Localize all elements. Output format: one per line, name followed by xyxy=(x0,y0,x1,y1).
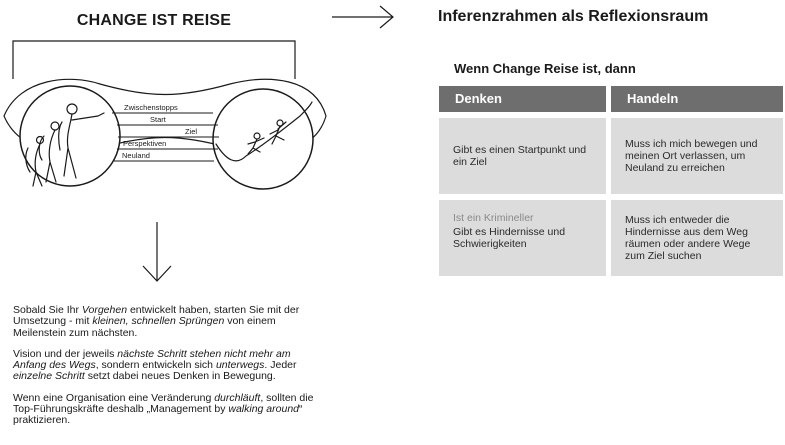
arrow-right-icon xyxy=(330,4,400,30)
diagram-title: CHANGE IST REISE xyxy=(76,12,232,29)
table-cell-handeln xyxy=(611,118,783,194)
text-run: , sollten die Top-Führungskräfte deshalb „Management by xyxy=(13,391,314,416)
emphasis-text: unterwegs xyxy=(215,359,265,372)
paragraph xyxy=(13,349,323,383)
cell-text: Muss ich mich bewegen und meinen Ort verlassen, um Neuland zu erreichen xyxy=(625,138,758,174)
paragraph xyxy=(13,305,323,339)
label-zwischenstopps: Zwischenstopps xyxy=(124,103,178,112)
table-cell-handeln xyxy=(611,200,783,276)
emphasis-text: durchläuft xyxy=(214,391,261,404)
text-run: setzt dabei neues Denken in Bewegung. xyxy=(84,370,276,383)
text-run: Vision und der jeweils xyxy=(13,347,118,360)
text-run: “ praktizieren. xyxy=(13,403,303,427)
arrow-down-icon xyxy=(140,220,174,284)
table-cell-denken xyxy=(439,200,606,276)
cell-text: Gibt es einen Startpunkt und ein Ziel xyxy=(453,144,587,168)
cell-text: Muss ich entweder die Hindernisse aus dem Weg räumen oder andere Wege zum Ziel suchen xyxy=(625,214,751,262)
column-header-handeln: Handeln xyxy=(611,86,783,112)
overlay-text: Ist ein Krimineller xyxy=(453,212,534,224)
label-start: Start xyxy=(150,115,166,124)
text-run: von einem Meilenstein zum nächsten. xyxy=(13,315,276,339)
label-neuland: Neuland xyxy=(122,151,150,160)
left-circle xyxy=(20,86,120,186)
cell-text: Gibt es Hindernisse und Schwierigkeiten xyxy=(453,226,566,250)
body-text xyxy=(13,305,323,437)
emphasis-text: walking around xyxy=(228,403,300,416)
section-title: Inferenzrahmen als Reflexionsraum xyxy=(438,8,709,25)
text-run: Sobald Sie Ihr xyxy=(13,304,82,316)
emphasis-text: Vorgehen xyxy=(81,304,128,316)
bracket-line xyxy=(13,41,295,79)
paragraph xyxy=(13,393,323,427)
emphasis-text: kleinen, schnellen Sprüngen xyxy=(92,315,225,328)
emphasis-text: nächste Schritt stehen nicht mehr am Anfang des Wegs xyxy=(13,347,291,372)
text-run: entwickelt haben, starten Sie mit der Umsetzung - mit xyxy=(13,304,300,328)
table-cell-denken xyxy=(439,118,606,194)
journey-diagram xyxy=(0,36,330,206)
text-run: , sondern entwickeln sich xyxy=(95,359,216,372)
label-perspektiven: Perspektiven xyxy=(123,139,167,148)
emphasis-text: einzelne Schritt xyxy=(13,370,85,383)
text-run: . Jeder xyxy=(264,359,297,372)
table-heading: Wenn Change Reise ist, dann xyxy=(454,61,636,76)
column-header-denken: Denken xyxy=(439,86,606,112)
label-ziel: Ziel xyxy=(185,127,198,136)
cell-overlay-wrap xyxy=(453,212,592,250)
text-run: Wenn eine Organisation eine Veränderung xyxy=(13,391,215,404)
